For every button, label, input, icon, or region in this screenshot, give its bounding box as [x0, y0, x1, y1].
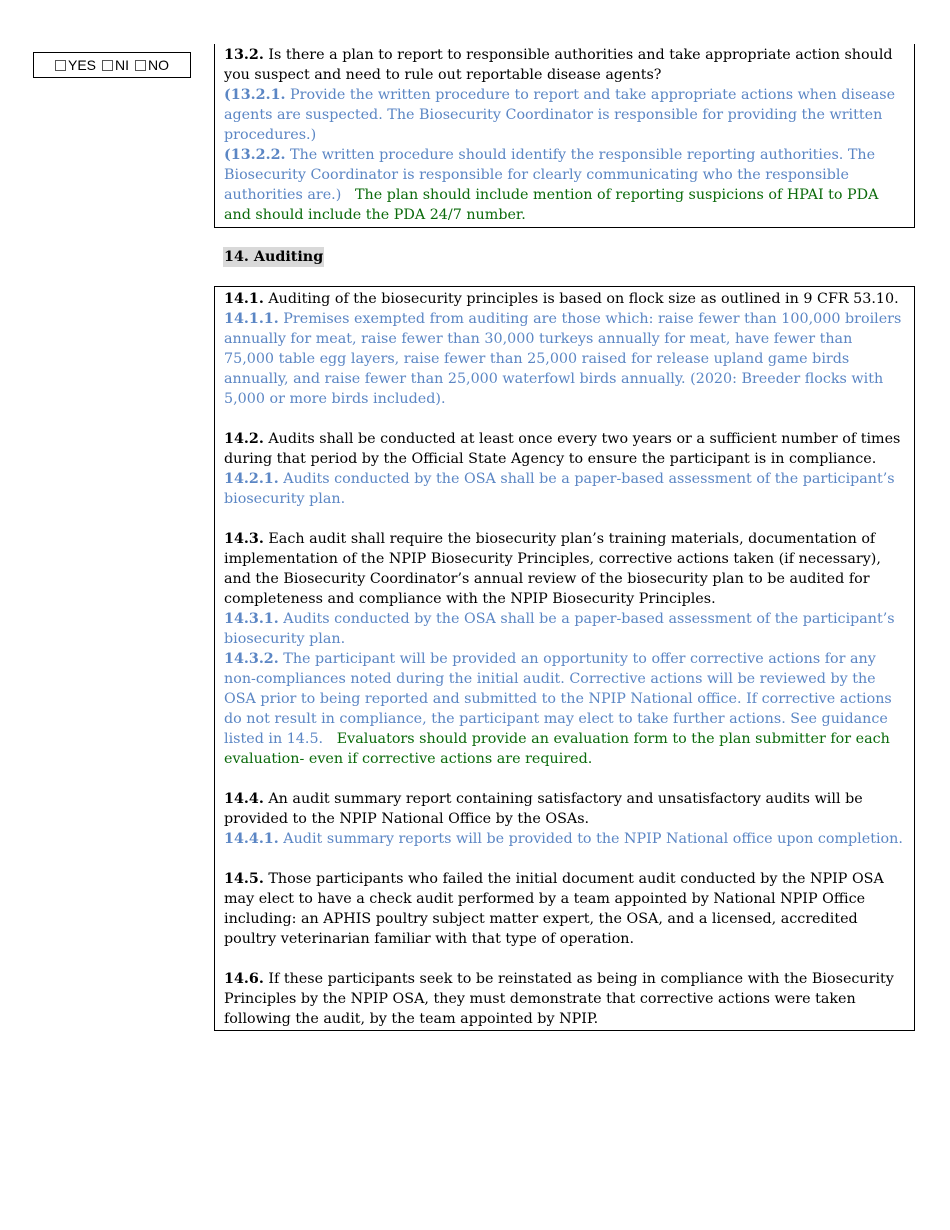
- item-text: The written procedure should identify the responsible reporting authorities. The Biosecurity Coordinator is responsible for clearly communicating who the responsible authorities are.): [224, 147, 876, 203]
- guidance-13-2-1: [224, 85, 906, 145]
- guidance-13-2-2: [224, 145, 906, 225]
- item-number: 14.1.1.: [224, 311, 279, 327]
- item-text: Auditing of the biosecurity principles is based on flock size as outlined in 9 CFR 53.10.: [263, 291, 899, 307]
- item-number: 14.2.: [224, 431, 264, 447]
- item-number: (13.2.1.: [224, 87, 286, 103]
- evaluator-note: Evaluators should provide an evaluation form to the plan submitter for each evaluation- even if corrective actions are required.: [224, 731, 890, 767]
- item-number: 14.3.: [224, 531, 264, 547]
- question-13-2: [224, 45, 906, 85]
- ni-label: NI: [115, 57, 129, 73]
- checkbox-square-icon: [102, 60, 113, 71]
- yes-checkbox[interactable]: [55, 55, 96, 75]
- item-14-3-1: [224, 609, 906, 649]
- item-14-3: [224, 529, 906, 609]
- item-14-5: [224, 869, 906, 949]
- answer-checkbox-group: [33, 52, 191, 78]
- item-14-1-1: [224, 309, 906, 409]
- evaluator-note: The plan should include mention of reporting suspicions of HPAI to PDA and should include the PDA 24/7 number.: [224, 187, 879, 223]
- item-number: 14.5.: [224, 871, 264, 887]
- item-text: Provide the written procedure to report and take appropriate actions when disease agents are suspected. The Biosecurity Coordinator is responsible for providing the written procedures.): [224, 87, 896, 143]
- item-text: Is there a plan to report to responsible authorities and take appropriate action should you suspect and need to rule out reportable disease agents?: [224, 47, 893, 83]
- item-text: Audit summary reports will be provided to the NPIP National office upon completion.: [278, 831, 903, 847]
- item-number: (13.2.2.: [224, 147, 286, 163]
- item-text: Audits conducted by the OSA shall be a paper-based assessment of the participant’s biosecurity plan.: [224, 611, 895, 647]
- item-number: 13.2.: [224, 47, 264, 63]
- item-text: If these participants seek to be reinstated as being in compliance with the Biosecurity Principles by the NPIP OSA, they must demonstrate that corrective actions were taken following the audit, by the team appointed by NPIP.: [224, 971, 894, 1027]
- ni-checkbox[interactable]: [102, 55, 129, 75]
- item-14-1: [224, 289, 906, 309]
- section-14-panel: [214, 286, 915, 1031]
- yes-label: YES: [67, 57, 96, 73]
- item-text: Premises exempted from auditing are those which: raise fewer than 100,000 broilers annually for meat, raise fewer than 30,000 turkeys annually for meat, have fewer than 75,000 table egg layers, raise fewer than 25,000 raised for release upland game birds annually, and raise fewer than 25,000 waterfowl birds annually. (2020: Breeder flocks with 5,000 or more birds included).: [224, 311, 902, 407]
- item-14-2: [224, 429, 906, 469]
- item-text: An audit summary report containing satisfactory and unsatisfactory audits will be provided to the NPIP National Office by the OSAs.: [224, 791, 863, 827]
- item-text: The participant will be provided an opportunity to offer corrective actions for any non-compliances noted during the initial audit. Corrective actions will be reviewed by the OSA prior to being reported and submitted to the NPIP National office. If corrective actions do not result in compliance, the participant may elect to take further actions. See guidance listed in 14.5.: [224, 651, 892, 747]
- item-text: Those participants who failed the initial document audit conducted by the NPIP OSA may elect to have a check audit performed by a team appointed by National NPIP Office including: an APHIS poultry subject matter expert, the OSA, and a licensed, accredited poultry veterinarian familiar with that type of operation.: [224, 871, 884, 947]
- item-text: Each audit shall require the biosecurity plan’s training materials, documentation of implementation of the NPIP Biosecurity Principles, corrective actions taken (if necessary), and the Biosecurity Coordinator’s annual review of the biosecurity plan to be audited for completeness and compliance with the NPIP Biosecurity Principles.: [224, 531, 881, 607]
- item-14-3-2: [224, 649, 906, 769]
- item-14-2-1: [224, 469, 906, 509]
- question-13-2-panel: [214, 44, 915, 228]
- checkbox-square-icon: [135, 60, 146, 71]
- item-number: 14.4.1.: [224, 831, 279, 847]
- item-14-6: [224, 969, 906, 1029]
- section-heading: 14. Auditing: [224, 249, 324, 265]
- no-label: NO: [148, 57, 169, 73]
- item-number: 14.4.: [224, 791, 264, 807]
- item-number: 14.3.2.: [224, 651, 279, 667]
- item-text: Audits conducted by the OSA shall be a paper-based assessment of the participant’s biosecurity plan.: [224, 471, 895, 507]
- item-14-4: [224, 789, 906, 829]
- item-number: 14.1.: [224, 291, 264, 307]
- item-number: 14.3.1.: [224, 611, 279, 627]
- no-checkbox[interactable]: [135, 55, 169, 75]
- item-number: 14.2.1.: [224, 471, 279, 487]
- item-number: 14.6.: [224, 971, 264, 987]
- checkbox-square-icon: [55, 60, 66, 71]
- item-14-4-1: [224, 829, 906, 849]
- item-text: Audits shall be conducted at least once every two years or a sufficient number of times during that period by the Official State Agency to ensure the participant is in compliance.: [224, 431, 901, 467]
